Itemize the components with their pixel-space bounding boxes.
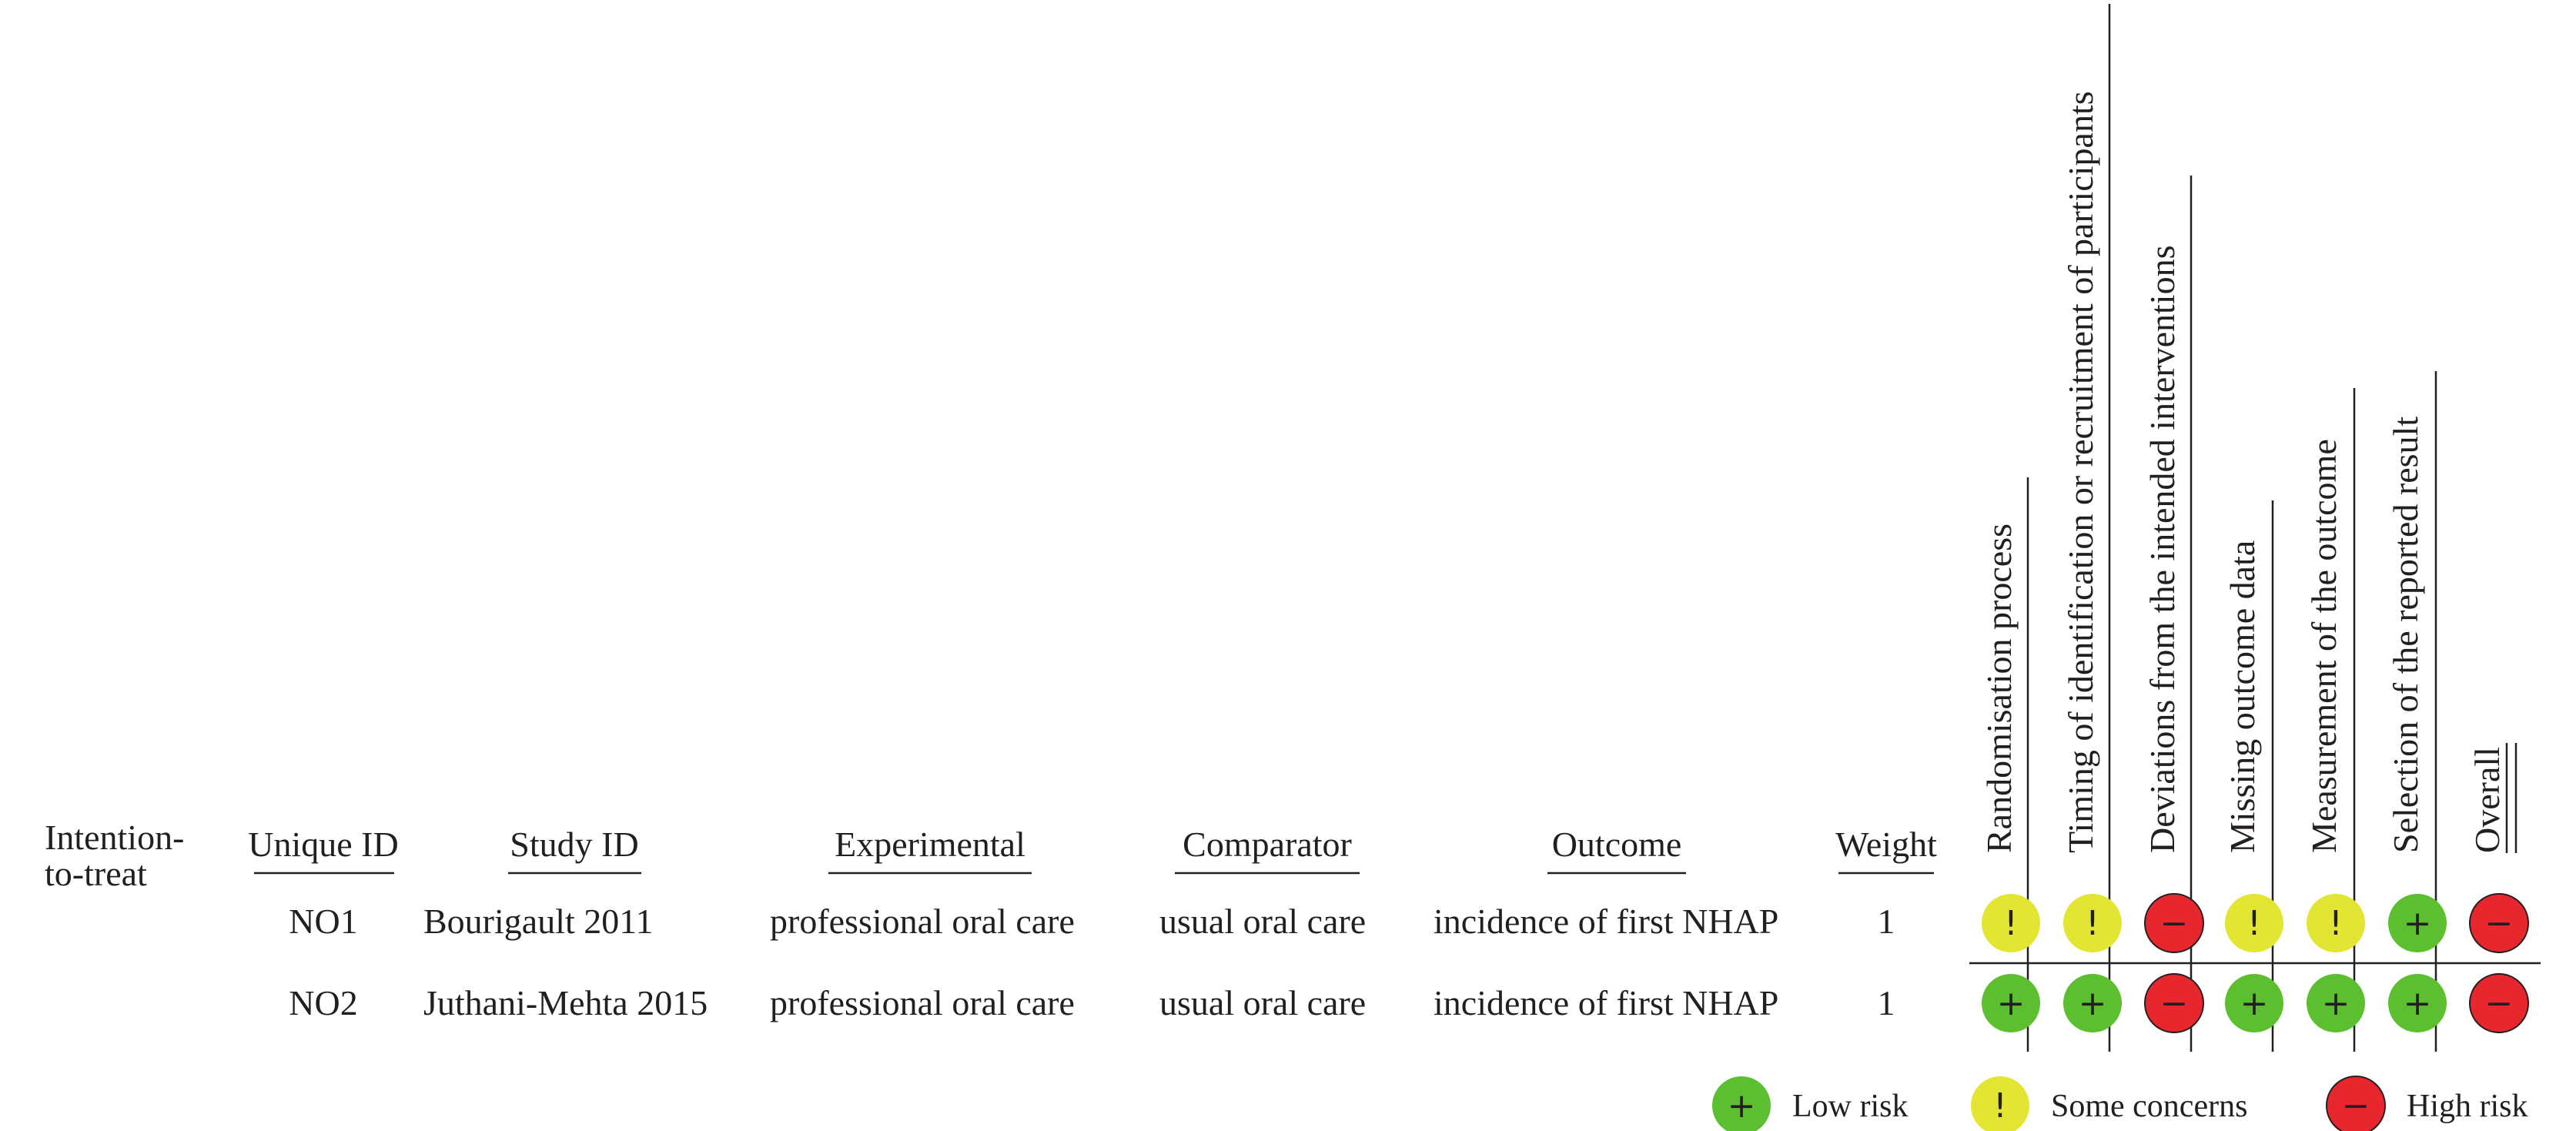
judgement-some-r1-c2-symbol: ! [2086, 904, 2099, 943]
row1-experimental: professional oral care [770, 902, 1075, 941]
judgement-low-r2-c6 [2388, 974, 2447, 1032]
judgement-high-r1-c3-symbol: − [2159, 904, 2189, 943]
judgement-low-r2-c2 [2063, 974, 2122, 1032]
legend-high-label: High risk [2407, 1089, 2528, 1124]
header-outcome: Outcome [1551, 825, 1682, 864]
domain-header-timing: Timing of identification or recruitment of participants [2061, 91, 2100, 853]
judgement-some-r1-c1 [1982, 894, 2040, 952]
judgement-high-r1-c3 [2145, 894, 2203, 952]
judgement-low-r2-c4-symbol: + [2240, 984, 2269, 1023]
judgement-high-r2-c7-symbol: − [2484, 984, 2514, 1023]
judgement-high-r2-c7 [2470, 974, 2528, 1032]
judgement-low-r1-c6 [2388, 894, 2447, 952]
row1-unique-id: NO1 [289, 902, 358, 941]
table-row [289, 983, 1895, 1022]
judgement-some-r1-c5-symbol: ! [2329, 904, 2343, 943]
legend-some-label: Some concerns [2051, 1089, 2248, 1124]
judgement-high-r1-c7-symbol: − [2484, 904, 2514, 943]
legend-some-icon [1971, 1076, 2029, 1131]
judgement-low-r2-c4 [2225, 974, 2283, 1032]
legend [1712, 1076, 2528, 1131]
domain-grid-lines [2028, 4, 2516, 1052]
judgement-low-r2-c5-symbol: + [2321, 984, 2350, 1023]
row2-study-id: Juthani-Mehta 2015 [423, 983, 708, 1022]
domain-header-deviations: Deviations from the intended interventions [2143, 245, 2182, 853]
row1-weight: 1 [1877, 902, 1895, 941]
header-comparator: Comparator [1183, 825, 1352, 864]
row2-experimental: professional oral care [770, 983, 1075, 1022]
analysis-label-line2: to-treat [45, 854, 147, 893]
header-weight: Weight [1835, 825, 1937, 864]
judgement-high-r1-c7 [2470, 894, 2528, 952]
domain-header-randomisation: Randomisation process [1979, 524, 2019, 853]
judgement-some-r1-c2 [2063, 894, 2122, 952]
judgement-low-r2-c1-symbol: + [1996, 984, 2026, 1023]
judgement-low-r2-c6-symbol: + [2403, 984, 2432, 1023]
legend-high-icon [2327, 1076, 2385, 1131]
judgement-some-r1-c4-symbol: ! [2247, 904, 2261, 943]
judgement-low-r2-c1 [1982, 974, 2040, 1032]
legend-high-icon-symbol: − [2341, 1086, 2370, 1126]
legend-low-icon [1712, 1076, 1771, 1131]
table-row [289, 902, 1895, 941]
domain-headers [1979, 91, 2507, 853]
legend-low-icon-symbol: + [1727, 1086, 1756, 1126]
header-experimental: Experimental [835, 825, 1025, 864]
analysis-label-line1: Intention- [45, 818, 185, 857]
judgement-low-r2-c2-symbol: + [2078, 984, 2107, 1023]
judgement-low-r2-c5 [2307, 974, 2365, 1032]
row2-comparator: usual oral care [1159, 983, 1367, 1022]
domain-header-missing-data: Missing outcome data [2223, 540, 2262, 853]
legend-low-label: Low risk [1792, 1089, 1909, 1124]
judgement-high-r2-c3 [2145, 974, 2203, 1032]
row1-study-id: Bourigault 2011 [423, 902, 654, 941]
domain-header-measurement: Measurement of the outcome [2304, 439, 2343, 853]
row1-comparator: usual oral care [1159, 902, 1367, 941]
judgement-some-r1-c5 [2307, 894, 2365, 952]
judgement-low-r1-c6-symbol: + [2403, 904, 2432, 943]
domain-header-selection: Selection of the reported result [2386, 416, 2425, 853]
judgement-high-r2-c3-symbol: − [2159, 984, 2189, 1023]
judgement-some-r1-c1-symbol: ! [2004, 904, 2018, 943]
header-study-id: Study ID [510, 825, 639, 864]
row2-unique-id: NO2 [289, 983, 358, 1022]
row2-outcome: incidence of first NHAP [1434, 983, 1779, 1022]
row1-outcome: incidence of first NHAP [1434, 902, 1779, 941]
judgement-some-r1-c4 [2225, 894, 2283, 952]
legend-some-icon-symbol: ! [1993, 1086, 2007, 1126]
domain-header-overall: Overall [2467, 747, 2507, 853]
row2-weight: 1 [1877, 983, 1895, 1022]
header-unique-id: Unique ID [248, 825, 399, 864]
